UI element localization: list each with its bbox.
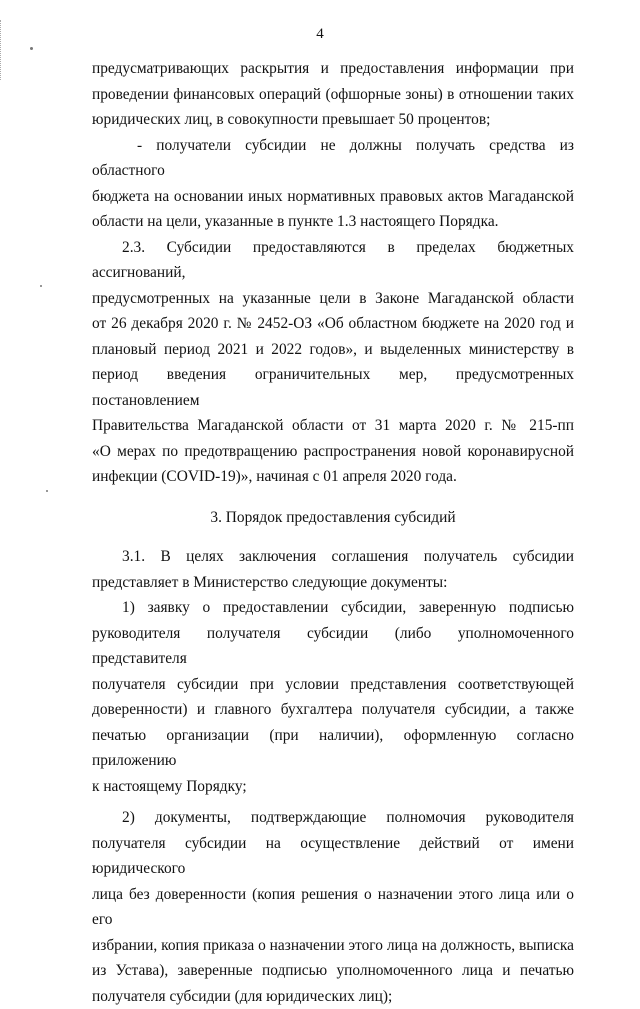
text-line: печатью организации (при наличии), оформленную согласно приложению	[92, 723, 574, 774]
text-line: получателя субсидии (для юридических лиц);	[92, 984, 574, 1009]
text-line: предусмотренных на указанные цели в Законе Магаданской области	[92, 286, 574, 312]
text-line: к настоящему Порядку;	[92, 774, 574, 800]
text-line: юридических лиц, в совокупности превышает 50 процентов;	[92, 107, 574, 133]
text-line: инфекции (COVID-19)», начиная с 01 апреля 2020 года.	[92, 464, 574, 490]
text-line: лица без доверенности (копия решения о назначении этого лица или о его	[92, 882, 574, 933]
section-heading: 3. Порядок предоставления субсидий	[92, 505, 574, 531]
text-line: руководителя получателя субсидии (либо уполномоченного представителя	[92, 621, 574, 672]
scan-speck	[30, 47, 33, 50]
text-line: избрании, копия приказа о назначении этого лица на должность, выписка	[92, 933, 574, 959]
text-line: из Устава), заверенные подписью уполномоченного лица и печатью	[92, 958, 574, 984]
text-line: проведении финансовых операций (офшорные зоны) в отношении таких	[92, 82, 574, 108]
text-line: «О мерах по предотвращению распространения новой коронавирусной	[92, 439, 574, 465]
scan-speck	[40, 285, 42, 287]
text-line: плановый период 2021 и 2022 годов», и выделенных министерству в	[92, 337, 574, 363]
text-line: бюджета на основании иных нормативных правовых актов Магаданской	[92, 184, 574, 210]
text-line: области на цели, указанные в пункте 1.3 настоящего Порядка.	[92, 209, 574, 235]
text-line: от 26 декабря 2020 г. № 2452-ОЗ «Об областном бюджете на 2020 год и	[92, 311, 574, 337]
text-line: Правительства Магаданской области от 31 марта 2020 г. № 215-пп	[92, 413, 574, 439]
text-line: представляет в Министерство следующие документы:	[92, 570, 574, 596]
text-line: получателя субсидии при условии представления соответствующей	[92, 672, 574, 698]
scan-speck	[46, 490, 48, 492]
text-line: 1) заявку о предоставлении субсидии, заверенную подписью	[92, 595, 574, 621]
text-line: 2.3. Субсидии предоставляются в пределах бюджетных ассигнований,	[92, 235, 574, 286]
text-line: предусматривающих раскрытия и предоставления информации при	[92, 56, 574, 82]
text-line: 2) документы, подтверждающие полномочия руководителя	[92, 805, 574, 831]
page-number: 4	[0, 26, 640, 43]
text-line: - получатели субсидии не должны получать средства из областного	[92, 133, 574, 184]
text-line: период введения ограничительных мер, предусмотренных постановлением	[92, 362, 574, 413]
text-line: получателя субсидии на осуществление действий от имени юридического	[92, 831, 574, 882]
text-line: доверенности) и главного бухгалтера получателя субсидии, а также	[92, 697, 574, 723]
text-line: 3.1. В целях заключения соглашения получатель субсидии	[92, 544, 574, 570]
document-body	[92, 56, 574, 1009]
